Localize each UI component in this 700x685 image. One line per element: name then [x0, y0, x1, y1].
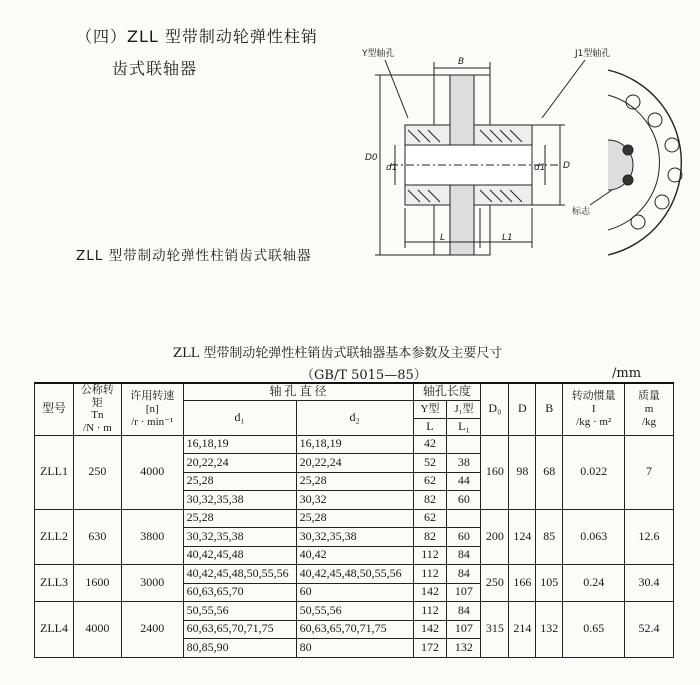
cell-l: 112 — [413, 602, 447, 621]
cell-d1: 25,28 — [183, 509, 296, 528]
bolt-hole — [648, 113, 662, 127]
cell-l: 42 — [413, 435, 447, 454]
cell-mass: 52.4 — [625, 602, 674, 658]
y-bore-leader — [385, 60, 408, 118]
cell-d1: 50,55,56 — [183, 602, 296, 621]
dim-d1-left-label: d1 — [386, 163, 398, 173]
header-d: D — [509, 383, 536, 435]
cell-d2: 16,18,19 — [296, 435, 413, 454]
cell-d2: 80 — [296, 639, 413, 658]
header-inertia: 转动惯量 I /kg · m² — [563, 383, 625, 435]
cell-d: 124 — [509, 509, 536, 565]
table-row — [35, 565, 674, 584]
cell-inertia: 0.063 — [563, 509, 625, 565]
dim-d1-right-label: d1 — [534, 163, 546, 173]
cell-d2: 25,28 — [296, 472, 413, 491]
cell-l: 142 — [413, 620, 447, 639]
cell-l1: 107 — [447, 620, 481, 639]
cell-d0: 315 — [481, 602, 509, 658]
cell-l: 82 — [413, 528, 447, 547]
pin — [623, 175, 633, 185]
dim-l1-label: L1 — [502, 233, 513, 243]
cell-d2: 40,42 — [296, 546, 413, 565]
cell-d0: 200 — [481, 509, 509, 565]
cell-b: 68 — [536, 435, 563, 509]
dim-d-label: D — [563, 161, 570, 171]
cell-d2: 30,32 — [296, 491, 413, 510]
cell-l1: 60 — [447, 491, 481, 510]
dim-l-label: L — [440, 233, 446, 243]
cell-l1: 84 — [447, 602, 481, 621]
cell-l: 142 — [413, 583, 447, 602]
cell-torque: 630 — [73, 509, 121, 565]
cell-d1: 16,18,19 — [183, 435, 296, 454]
cell-inertia: 0.65 — [563, 602, 625, 658]
dim-d0-label: D0 — [365, 153, 378, 163]
header-l: L — [413, 418, 447, 435]
cell-d0: 250 — [481, 565, 509, 602]
cell-model: ZLL4 — [35, 602, 74, 658]
cell-l1: 60 — [447, 528, 481, 547]
header-torque: 公称转矩 Tn /N · m — [73, 383, 121, 435]
cell-d1: 80,85,90 — [183, 639, 296, 658]
header-j1-type: J₁型 — [447, 400, 481, 418]
cell-l: 62 — [413, 509, 447, 528]
cell-d1: 30,32,35,38 — [183, 528, 296, 547]
header-mass: 质量 m /kg — [625, 383, 674, 435]
cell-d1: 60,63,65,70 — [183, 583, 296, 602]
header-y-type: Y型 — [413, 400, 447, 418]
cell-inertia: 0.24 — [563, 565, 625, 602]
spec-table — [34, 382, 674, 658]
cell-d2: 20,22,24 — [296, 454, 413, 473]
header-model: 型号 — [35, 383, 74, 435]
cell-l: 62 — [413, 472, 447, 491]
cell-speed: 3800 — [121, 509, 183, 565]
cell-l1 — [447, 435, 481, 454]
cell-d1: 60,63,65,70,71,75 — [183, 620, 296, 639]
cell-model: ZLL2 — [35, 509, 74, 565]
pin — [623, 145, 633, 155]
cell-mass: 30.4 — [625, 565, 674, 602]
cell-model: ZLL3 — [35, 565, 74, 602]
y-bore-label: Y型轴孔 — [362, 49, 395, 59]
table-standard: （GB/T 5015—85） — [301, 368, 427, 383]
cell-d0: 160 — [481, 435, 509, 509]
cell-d1: 40,42,45,48,50,55,56 — [183, 565, 296, 584]
table-row — [35, 435, 674, 454]
header-bore-length: 轴孔长度 — [413, 383, 481, 400]
mark-leader — [590, 190, 612, 205]
table-row — [35, 602, 674, 621]
cell-mass: 7 — [625, 435, 674, 509]
cell-l1: 107 — [447, 583, 481, 602]
cell-speed: 2400 — [121, 602, 183, 658]
table-unit: /mm — [612, 366, 642, 381]
figure-caption: ZLL 型带制动轮弹性柱销齿式联轴器 — [76, 248, 312, 264]
table-row — [35, 509, 674, 528]
cell-model: ZLL1 — [35, 435, 74, 509]
header-l1: L₁ — [447, 418, 481, 435]
header-b: B — [536, 383, 563, 435]
cell-speed: 4000 — [121, 435, 183, 509]
cell-l1: 44 — [447, 472, 481, 491]
cell-l1: 132 — [447, 639, 481, 658]
cell-d1: 30,32,35,38 — [183, 491, 296, 510]
coupling-drawing — [350, 30, 690, 265]
cell-d1: 25,28 — [183, 472, 296, 491]
cell-d2: 30,32,35,38 — [296, 528, 413, 547]
cell-speed: 3000 — [121, 565, 183, 602]
cell-l: 82 — [413, 491, 447, 510]
cell-d2: 25,28 — [296, 509, 413, 528]
cell-d: 166 — [509, 565, 536, 602]
j1-bore-label: J1型轴孔 — [575, 49, 611, 59]
header-speed: 许用转速 [n] /r · min⁻¹ — [121, 383, 183, 435]
cell-l: 112 — [413, 565, 447, 584]
mark-label: 标志 — [572, 207, 591, 217]
j1-bore-leader — [542, 60, 585, 118]
cell-d1: 20,22,24 — [183, 454, 296, 473]
spec-table-body — [35, 435, 674, 657]
cell-mass: 12.6 — [625, 509, 674, 565]
cell-l1: 38 — [447, 454, 481, 473]
header-d1: d₁ — [183, 400, 296, 435]
bolt-hole — [665, 138, 679, 152]
section-heading-line2: 齿式联轴器 — [112, 59, 198, 78]
header-bore-diameter: 轴 孔 直 径 — [183, 383, 413, 400]
table-title: ZLL 型带制动轮弹性柱销齿式联轴器基本参数及主要尺寸 — [173, 346, 503, 361]
cell-l1 — [447, 509, 481, 528]
cell-d: 214 — [509, 602, 536, 658]
cell-torque: 4000 — [73, 602, 121, 658]
cell-b: 105 — [536, 565, 563, 602]
cell-d2: 50,55,56 — [296, 602, 413, 621]
cell-b: 85 — [536, 509, 563, 565]
cell-l: 112 — [413, 546, 447, 565]
bolt-hole — [655, 195, 669, 209]
cell-l: 52 — [413, 454, 447, 473]
cell-torque: 250 — [73, 435, 121, 509]
cell-l1: 84 — [447, 546, 481, 565]
cell-b: 132 — [536, 602, 563, 658]
cell-l1: 84 — [447, 565, 481, 584]
cell-d2: 60 — [296, 583, 413, 602]
cell-d: 98 — [509, 435, 536, 509]
cell-l: 172 — [413, 639, 447, 658]
header-d2: d₂ — [296, 400, 413, 435]
bolt-hole — [626, 95, 640, 109]
bolt-hole — [631, 215, 645, 229]
cell-torque: 1600 — [73, 565, 121, 602]
section-heading-line1: （四）ZLL 型带制动轮弹性柱销 — [76, 27, 318, 46]
header-d0: D₀ — [481, 383, 509, 435]
dim-b-label: B — [458, 57, 465, 67]
cell-inertia: 0.022 — [563, 435, 625, 509]
cell-d2: 40,42,45,48,50,55,56 — [296, 565, 413, 584]
cell-d1: 40,42,45,48 — [183, 546, 296, 565]
cell-d2: 60,63,65,70,71,75 — [296, 620, 413, 639]
